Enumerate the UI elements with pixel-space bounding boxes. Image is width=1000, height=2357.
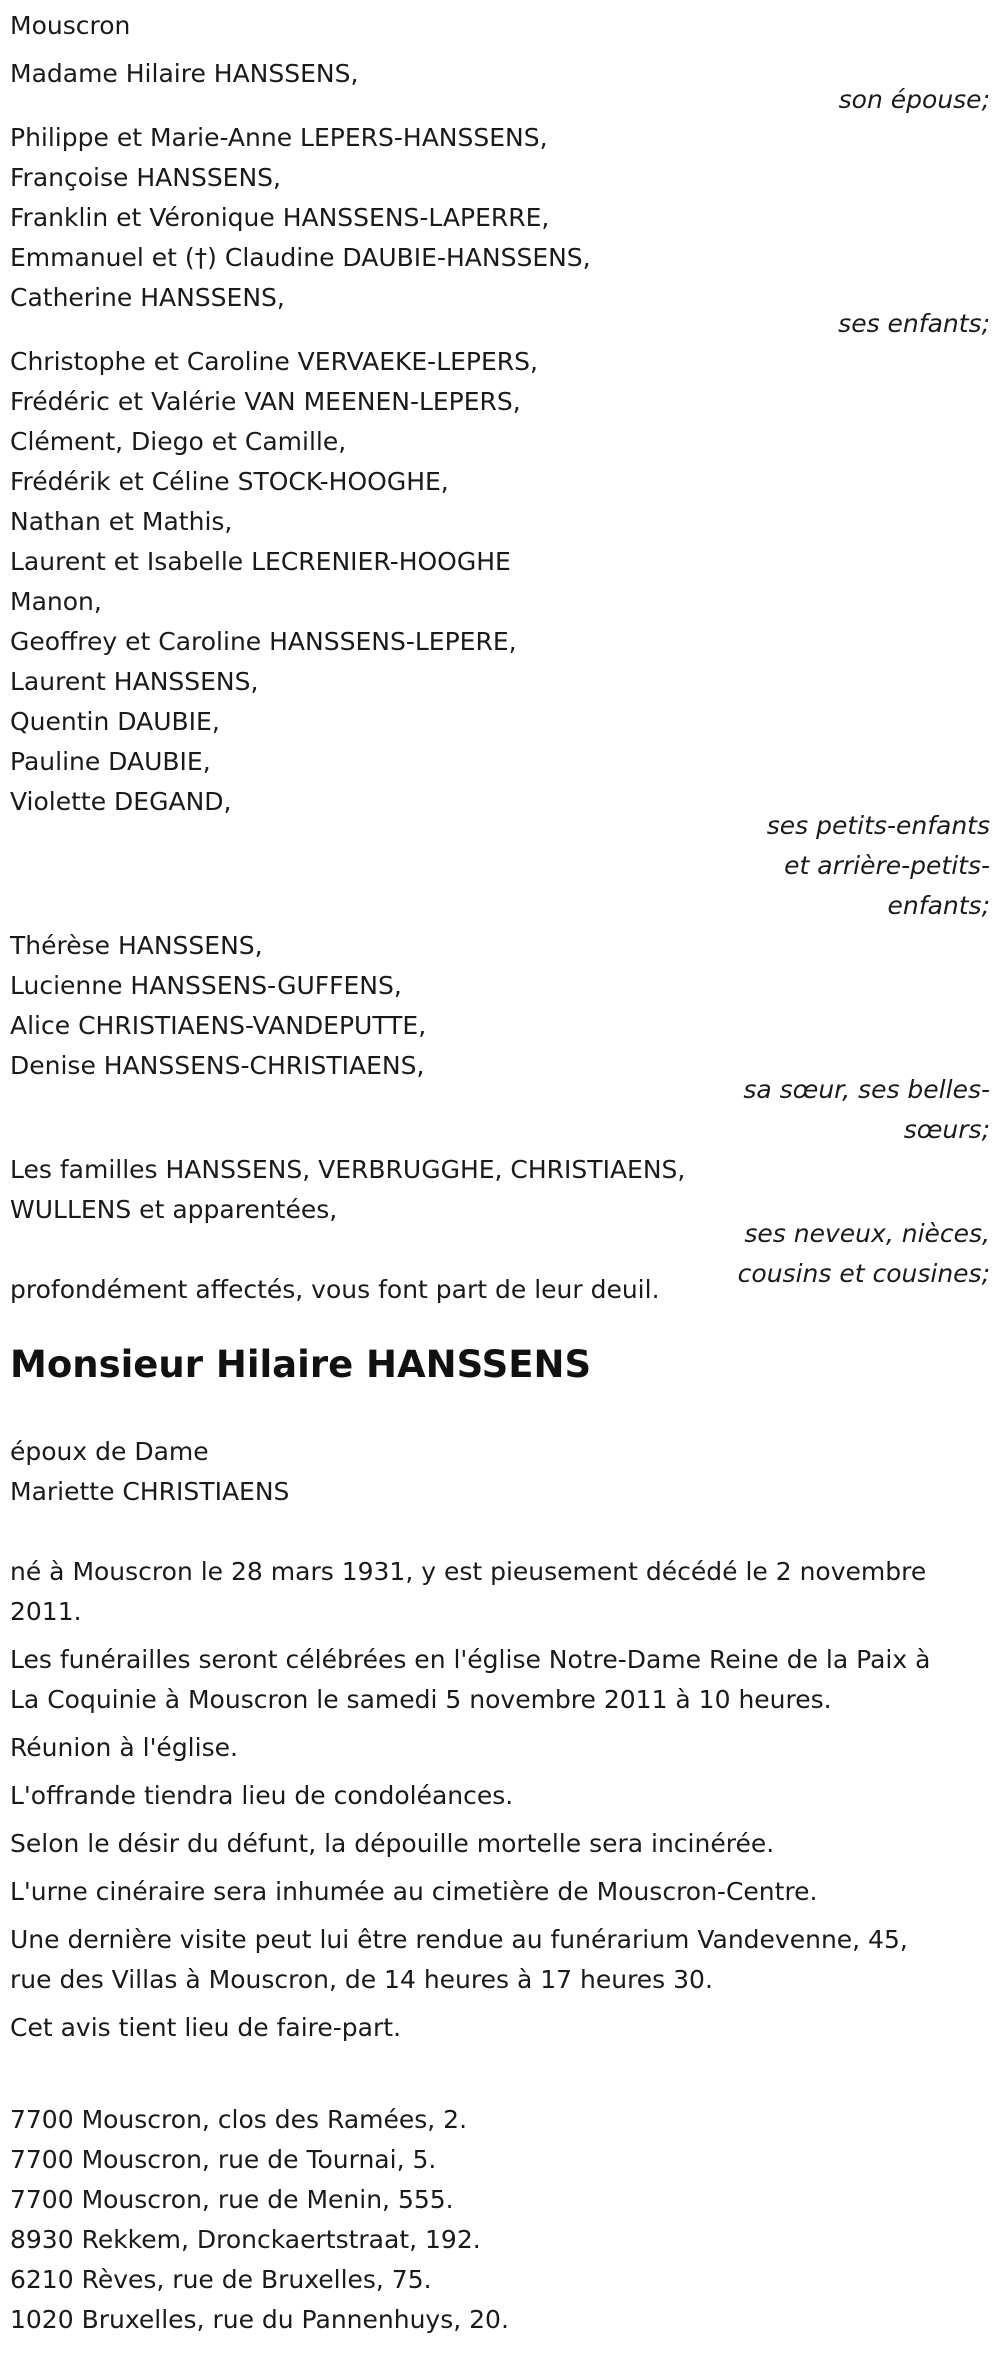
siblings-role: sa sœur, ses belles-	[743, 1075, 990, 1104]
sibling-name: Thérèse HANSSENS,	[10, 931, 263, 960]
paragraph-line: L'urne cinéraire sera inhumée au cimetière de Mouscron-Centre.	[10, 1877, 818, 1906]
siblings-role: sœurs;	[903, 1115, 990, 1144]
family-line: WULLENS et apparentées,	[10, 1195, 338, 1224]
paragraph-line: né à Mouscron le 28 mars 1931, y est pieusement décédé le 2 novembre	[10, 1557, 927, 1586]
grandchild-name: Christophe et Caroline VERVAEKE-LEPERS,	[10, 347, 538, 376]
paragraph-line: Selon le désir du défunt, la dépouille mortelle sera incinérée.	[10, 1829, 775, 1858]
sibling-name: Alice CHRISTIAENS-VANDEPUTTE,	[10, 1011, 427, 1040]
address-line: 7700 Mouscron, rue de Tournai, 5.	[10, 2145, 437, 2174]
grandchild-name: Pauline DAUBIE,	[10, 747, 211, 776]
sibling-name: Lucienne HANSSENS-GUFFENS,	[10, 971, 402, 1000]
grandchildren-role: ses petits-enfants	[766, 811, 990, 840]
child-name: Françoise HANSSENS,	[10, 163, 281, 192]
paragraph-line: Les funérailles seront célébrées en l'église Notre-Dame Reine de la Paix à	[10, 1645, 931, 1674]
paragraph-line: Une dernière visite peut lui être rendue au funérarium Vandevenne, 45,	[10, 1925, 908, 1954]
family-line: Les familles HANSSENS, VERBRUGGHE, CHRISTIAENS,	[10, 1155, 686, 1184]
paragraph-line: Réunion à l'église.	[10, 1733, 238, 1762]
child-name: Philippe et Marie-Anne LEPERS-HANSSENS,	[10, 123, 548, 152]
announcement-text: profondément affectés, vous font part de leur deuil.	[10, 1275, 660, 1304]
paragraph-line: L'offrande tiendra lieu de condoléances.	[10, 1781, 514, 1810]
child-name: Franklin et Véronique HANSSENS-LAPERRE,	[10, 203, 550, 232]
paragraph-line: 2011.	[10, 1597, 82, 1626]
grandchildren-role: et arrière-petits-	[784, 851, 990, 880]
paragraph-line: rue des Villas à Mouscron, de 14 heures à 17 heures 30.	[10, 1965, 713, 1994]
grandchild-name: Violette DEGAND,	[10, 787, 232, 816]
grandchild-name: Clément, Diego et Camille,	[10, 427, 347, 456]
deceased-name: Monsieur Hilaire HANSSENS	[10, 1343, 592, 1386]
address-line: 7700 Mouscron, rue de Menin, 555.	[10, 2185, 454, 2214]
paragraph-line: La Coquinie à Mouscron le samedi 5 novembre 2011 à 10 heures.	[10, 1685, 832, 1714]
address-line: 7700 Mouscron, clos des Ramées, 2.	[10, 2105, 468, 2134]
grandchild-name: Laurent et Isabelle LECRENIER-HOOGHE	[10, 547, 511, 576]
grandchild-name: Quentin DAUBIE,	[10, 707, 220, 736]
address-line: 6210 Rèves, rue de Bruxelles, 75.	[10, 2265, 432, 2294]
city-header: Mouscron	[10, 11, 131, 40]
spouse-of-line: Mariette CHRISTIAENS	[10, 1477, 290, 1506]
grandchildren-role: enfants;	[887, 891, 990, 920]
families-role: cousins et cousines;	[737, 1259, 990, 1288]
grandchild-name: Frédéric et Valérie VAN MEENEN-LEPERS,	[10, 387, 521, 416]
spouse-role: son épouse;	[838, 85, 990, 114]
grandchild-name: Nathan et Mathis,	[10, 507, 233, 536]
grandchild-name: Geoffrey et Caroline HANSSENS-LEPERE,	[10, 627, 517, 656]
paragraph-line: Cet avis tient lieu de faire-part.	[10, 2013, 402, 2042]
sibling-name: Denise HANSSENS-CHRISTIAENS,	[10, 1051, 425, 1080]
grandchild-name: Frédérik et Céline STOCK-HOOGHE,	[10, 467, 449, 496]
children-role: ses enfants;	[838, 309, 990, 338]
child-name: Catherine HANSSENS,	[10, 283, 285, 312]
spouse-name: Madame Hilaire HANSSENS,	[10, 59, 359, 88]
child-name: Emmanuel et (†) Claudine DAUBIE-HANSSENS,	[10, 243, 591, 272]
families-role: ses neveux, nièces,	[744, 1219, 990, 1248]
address-line: 8930 Rekkem, Dronckaertstraat, 192.	[10, 2225, 481, 2254]
grandchild-name: Manon,	[10, 587, 102, 616]
address-line: 1020 Bruxelles, rue du Pannenhuys, 20.	[10, 2305, 509, 2334]
grandchild-name: Laurent HANSSENS,	[10, 667, 259, 696]
spouse-of-line: époux de Dame	[10, 1437, 209, 1466]
